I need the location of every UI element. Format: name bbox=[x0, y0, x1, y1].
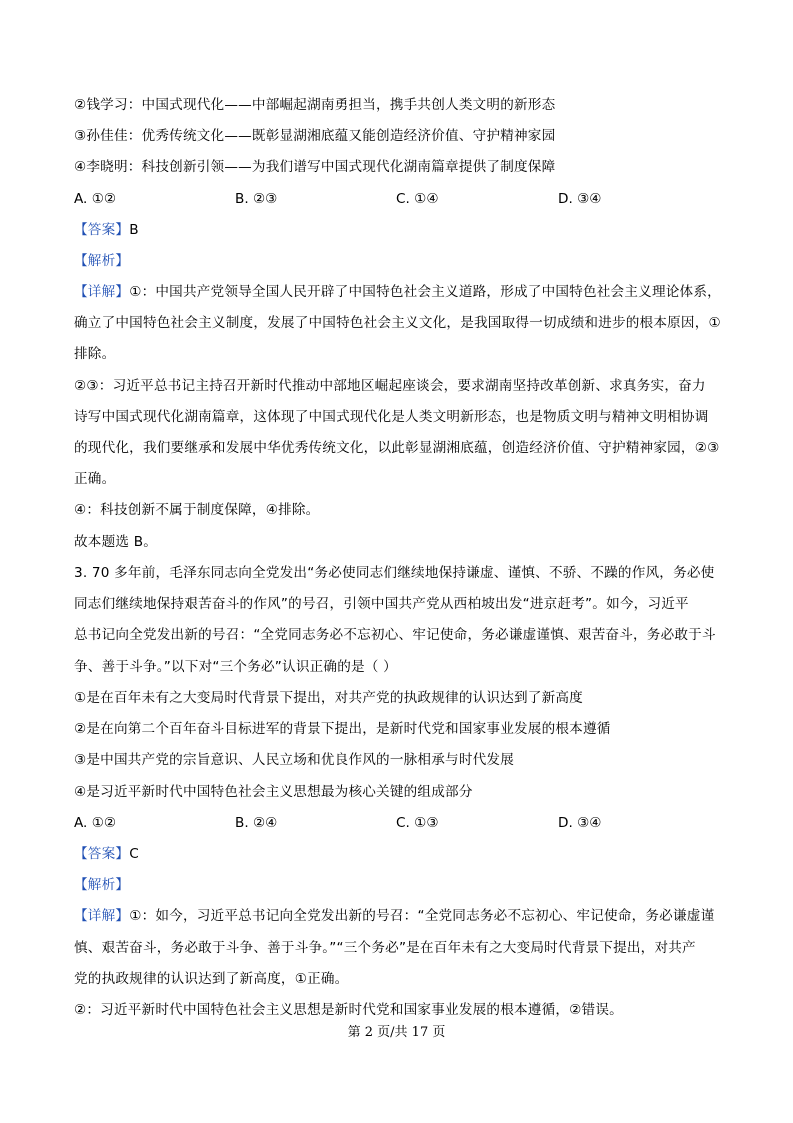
q3-statement-3: ③是中国共产党的宗旨意识、人民立场和优良作风的一脉相承与时代发展 bbox=[74, 752, 514, 768]
q3-analysis-label: 【解析】 bbox=[74, 877, 130, 893]
q2-detail-line: 排除。 bbox=[74, 346, 116, 362]
q3-stem-line: 3. 70 多年前，毛泽东同志向全党发出“务必使同志们继续地保持谦虚、谨慎、不骄、不躁的作风，务必使 bbox=[74, 565, 715, 581]
q3-detail-line: 【详解】①：如今，习近平总书记向全党发出新的号召：“全党同志务必不忘初心、牢记使命，务必谦虚谨 bbox=[74, 908, 715, 924]
q3-statement-4: ④是习近平新时代中国特色社会主义思想最为核心关键的组成部分 bbox=[74, 784, 473, 800]
q2-answer bbox=[74, 220, 139, 240]
q2-detail-line: 确立了中国特色社会主义制度，发展了中国特色社会主义文化，是我国取得一切成绩和进步的根本原因，① bbox=[74, 315, 721, 331]
q3-option-b: B. ②④ bbox=[235, 815, 278, 831]
q3-stem-line: 总书记向全党发出新的号召：“全党同志务必不忘初心、牢记使命，务必谦虚谨慎、艰苦奋斗，务必敢于斗 bbox=[74, 627, 716, 643]
answer-label: 【答案】 bbox=[74, 222, 130, 238]
q2-detail-line: 的现代化，我们要继承和发展中华优秀传统文化，以此彰显湖湘底蕴，创造经济价值、守护精神家园，②③ bbox=[74, 440, 720, 456]
detail-label: 【详解】 bbox=[74, 284, 130, 300]
answer-value: B bbox=[129, 222, 139, 238]
q3-statement-2: ②是在向第二个百年奋斗目标进军的背景下提出，是新时代党和国家事业发展的根本遵循 bbox=[74, 721, 611, 737]
q2-conclusion: 故本题选 B。 bbox=[74, 534, 158, 550]
q2-option-b: B. ②③ bbox=[235, 191, 278, 207]
page-footer: 第 2 页/共 17 页 bbox=[347, 1025, 446, 1040]
detail-label: 【详解】 bbox=[74, 908, 130, 924]
q2-option-d: D. ③④ bbox=[558, 191, 602, 207]
q3-option-c: C. ①③ bbox=[396, 815, 439, 831]
q2-analysis-label: 【解析】 bbox=[74, 253, 130, 269]
q3-answer bbox=[74, 844, 139, 864]
q3-option-a: A. ①② bbox=[74, 815, 117, 831]
statement-4: ④李晓明：科技创新引领——为我们谱写中国式现代化湖南篇章提供了制度保障 bbox=[74, 159, 556, 175]
q2-detail-line: 正确。 bbox=[74, 471, 116, 487]
q3-detail-line: 党的执政规律的认识达到了新高度，①正确。 bbox=[74, 971, 349, 987]
q2-detail-line: ②③：习近平总书记主持召开新时代推动中部地区崛起座谈会，要求湖南坚持改革创新、求真务实，奋力 bbox=[74, 378, 706, 394]
q2-detail-line: 【详解】①：中国共产党领导全国人民开辟了中国特色社会主义道路，形成了中国特色社会主义理论体系， bbox=[74, 284, 721, 300]
q2-detail-line: 诗写中国式现代化湖南篇章，这体现了中国式现代化是人类文明新形态，也是物质文明与精神文明相协调 bbox=[74, 409, 709, 425]
q3-option-d: D. ③④ bbox=[558, 815, 602, 831]
answer-value: C bbox=[129, 846, 139, 862]
q2-option-a: A. ①② bbox=[74, 191, 117, 207]
statement-3: ③孙佳佳：优秀传统文化——既彰显湖湘底蕴又能创造经济价值、守护精神家园 bbox=[74, 128, 556, 144]
q3-statement-1: ①是在百年未有之大变局时代背景下提出，对共产党的执政规律的认识达到了新高度 bbox=[74, 690, 583, 706]
answer-label: 【答案】 bbox=[74, 846, 130, 862]
q2-option-c: C. ①④ bbox=[396, 191, 439, 207]
q3-detail-line: ②：习近平新时代中国特色社会主义思想是新时代党和国家事业发展的根本遵循，②错误。 bbox=[74, 1002, 623, 1018]
statement-2: ②钱学习：中国式现代化——中部崛起湖南勇担当，携手共创人类文明的新形态 bbox=[74, 97, 556, 113]
q3-stem-line: 争、善于斗争。”以下对“三个务必”认识正确的是（ ） bbox=[74, 659, 397, 675]
q3-stem-line: 同志们继续地保持艰苦奋斗的作风”的号召，引领中国共产党从西柏坡出发“进京赶考”。如今，习近平 bbox=[74, 596, 689, 612]
q2-detail-line: ④：科技创新不属于制度保障，④排除。 bbox=[74, 502, 320, 518]
q3-detail-line: 慎、艰苦奋斗，务必敢于斗争、善于斗争。”“三个务必”是在百年未有之大变局时代背景下提出，对共产 bbox=[74, 940, 696, 956]
